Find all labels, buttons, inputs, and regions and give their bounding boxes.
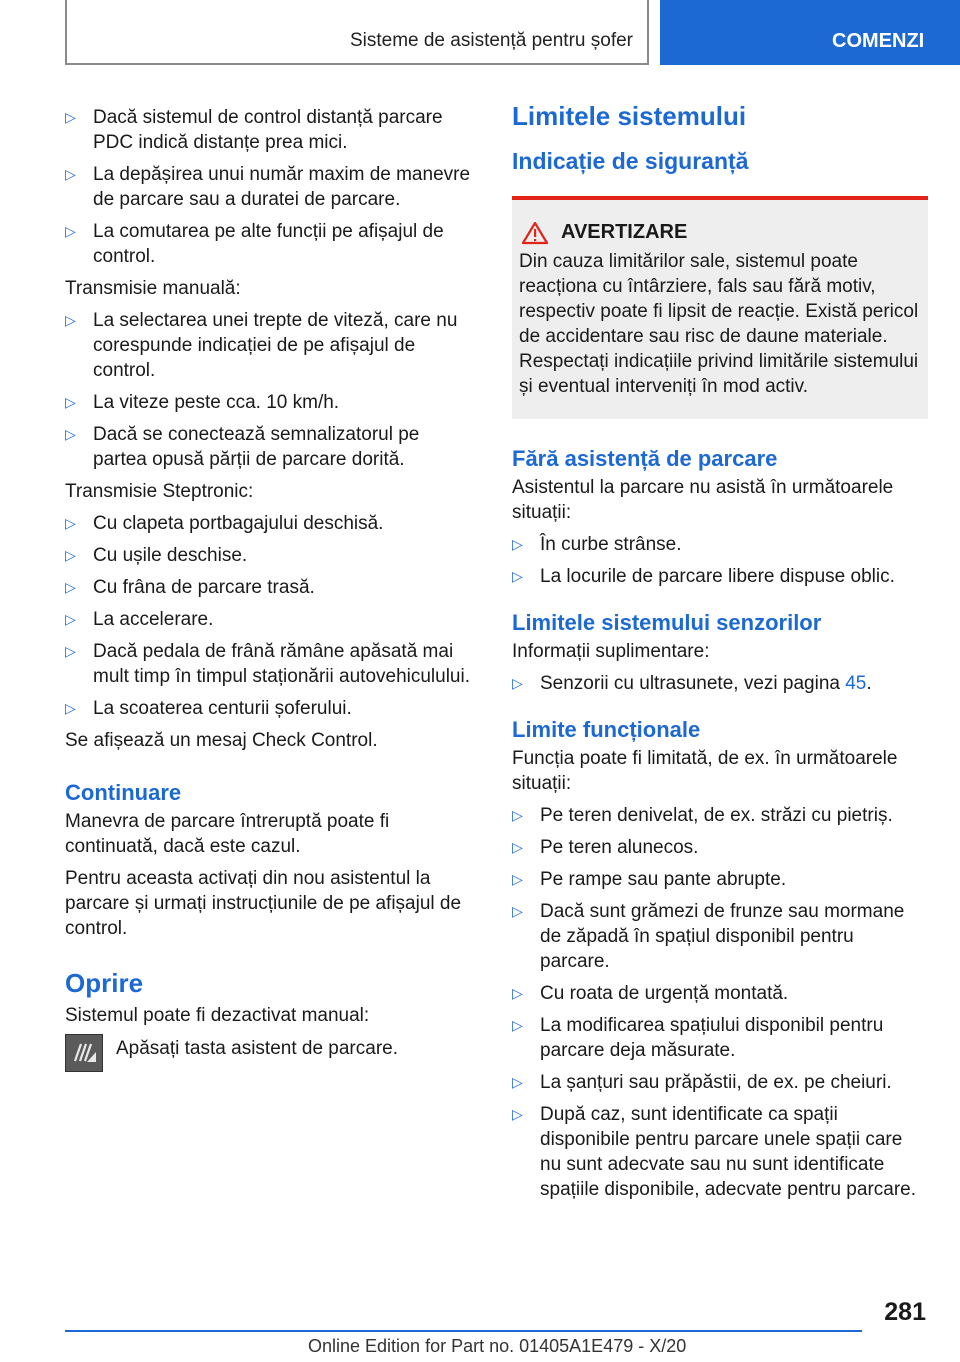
list-item-text: La viteze peste cca. 10 km/h.	[93, 392, 340, 413]
triangle-right-icon: ▷	[512, 1106, 523, 1122]
triangle-right-icon: ▷	[65, 547, 76, 563]
continuare-heading: Continuare	[65, 780, 182, 805]
list-item-text: După caz, sunt identificate ca spații disponibile pentru parcare unele spații care nu sunt adecvate sau nu sunt identificate spațiile disponibile, adecvate pentru parcare.	[540, 1104, 917, 1200]
check-control-text: Se afișează un mesaj Check Control.	[65, 730, 378, 751]
no-assist-list	[512, 532, 928, 589]
section-title: Sisteme de asistență pentru șofer	[349, 30, 633, 51]
functional-limits-heading: Limite funcționale	[512, 717, 701, 742]
safety-heading: Indicație de siguranță	[512, 148, 749, 174]
list-item-text: Dacă pedala de frână rămâne apăsată mai mult timp în timpul staționării autovehiculului.	[93, 641, 471, 687]
list-item	[512, 564, 928, 589]
footer-edition: Online Edition for Part no. 01405A1E479 - X/20	[308, 1336, 687, 1356]
functional-paragraph: Funcția poate fi limitată, de ex. în următoarele situații:	[512, 748, 898, 794]
header-section-box	[65, 0, 649, 65]
list-item-text: La locurile de parcare libere dispuse oblic.	[540, 566, 895, 587]
triangle-right-icon: ▷	[65, 700, 76, 716]
list-item-text: Cu frâna de parcare trasă.	[93, 577, 315, 598]
list-item-text: Pe teren denivelat, de ex. străzi cu pietriș.	[540, 805, 893, 826]
list-item-text: La scoaterea centurii șoferului.	[93, 698, 352, 719]
list-item-text: În curbe strânse.	[540, 534, 682, 555]
triangle-right-icon: ▷	[65, 611, 76, 627]
triangle-right-icon: ▷	[512, 903, 523, 919]
list-item	[512, 835, 928, 860]
triangle-right-icon: ▷	[65, 515, 76, 531]
list-item	[512, 1102, 928, 1202]
triangle-right-icon: ▷	[65, 426, 76, 442]
list-item	[65, 511, 477, 536]
triangle-right-icon: ▷	[65, 394, 76, 410]
oprire-action-row	[65, 1036, 477, 1076]
steptronic-label: Transmisie Steptronic:	[65, 481, 254, 502]
list-item	[512, 803, 928, 828]
list-item	[65, 575, 477, 600]
manual-label: Transmisie manuală:	[65, 278, 241, 299]
list-item	[65, 639, 477, 689]
list-item-text: Pe teren alunecos.	[540, 837, 699, 858]
oprire-heading: Oprire	[65, 968, 144, 998]
functional-list	[512, 803, 928, 1202]
no-assist-paragraph: Asistentul la parcare nu asistă în următoarele situații:	[512, 477, 894, 523]
triangle-right-icon: ▷	[512, 871, 523, 887]
no-assist-heading: Fără asistență de parcare	[512, 446, 778, 471]
list-item	[65, 308, 477, 383]
right-column	[512, 98, 928, 1209]
continuare-paragraph-2: Pentru aceasta activați din nou asistentul la parcare și urmați instrucțiunile de pe afișajul de control.	[65, 868, 462, 939]
list-item-text: La depășirea unui număr maxim de manevre de parcare sau a duratei de parcare.	[93, 164, 471, 210]
list-item	[512, 981, 928, 1006]
triangle-right-icon: ▷	[65, 643, 76, 659]
list-item	[512, 532, 928, 557]
triangle-right-icon: ▷	[512, 536, 523, 552]
list-item-text: La șanțuri sau prăpăstii, de ex. pe cheiuri.	[540, 1072, 892, 1093]
list-item	[512, 1070, 928, 1095]
sensor-paragraph: Informații suplimentare:	[512, 641, 710, 662]
warning-label: AVERTIZARE	[561, 221, 688, 243]
triangle-right-icon: ▷	[512, 675, 523, 691]
sensor-bullet	[512, 671, 928, 696]
list-item-text: Cu roata de urgență montată.	[540, 983, 789, 1004]
warning-header	[519, 220, 920, 245]
page-45-link[interactable]: 45	[845, 673, 867, 694]
tab-comenzi[interactable]	[660, 0, 960, 65]
list-item	[65, 543, 477, 568]
list-item	[65, 696, 477, 721]
warning-text: Din cauza limitărilor sale, sistemul poate reacționa cu întârziere, fals sau fără motiv, respectiv poate fi lipsit de reacție. Există pericol de accidentare sau risc de daune materiale. Respectați indicațiile privind limitările sistemului și eventual interveniți în mod activ.	[519, 251, 919, 397]
list-item-text: Dacă se conectează semnalizatorul pe partea opusă părții de parcare dorită.	[93, 424, 420, 470]
triangle-right-icon: ▷	[65, 109, 76, 125]
triangle-right-icon: ▷	[65, 223, 76, 239]
list-item-text: Pe rampe sau pante abrupte.	[540, 869, 787, 890]
footer-divider	[65, 1330, 862, 1332]
triangle-right-icon: ▷	[512, 839, 523, 855]
list-item-text: Cu clapeta portbagajului deschisă.	[93, 513, 384, 534]
oprire-action-text: Apăsați tasta asistent de parcare.	[116, 1038, 398, 1059]
triangle-right-icon: ▷	[512, 1074, 523, 1090]
sensor-bullet-end: .	[866, 673, 872, 694]
tab-label: COMENZI	[832, 30, 925, 52]
list-item-text: La accelerare.	[93, 609, 214, 630]
list-item	[512, 899, 928, 974]
triangle-right-icon: ▷	[512, 568, 523, 584]
bullet-list-c	[65, 511, 477, 721]
list-item	[65, 162, 477, 212]
system-limits-heading: Limitele sistemului	[512, 101, 747, 131]
list-item	[65, 422, 477, 472]
list-item-text: La comutarea pe alte funcții pe afișajul de control.	[93, 221, 444, 267]
triangle-right-icon: ▷	[512, 985, 523, 1001]
list-item-text: Dacă sistemul de control distanță parcare PDC indică distanțe prea mici.	[93, 107, 443, 153]
list-item	[65, 390, 477, 415]
list-item	[65, 105, 477, 155]
triangle-right-icon: ▷	[65, 166, 76, 182]
continuare-paragraph-1: Manevra de parcare întreruptă poate fi continuată, dacă este cazul.	[65, 811, 390, 857]
list-item	[65, 219, 477, 269]
list-item-text: La modificarea spațiului disponibil pentru parcare deja măsurate.	[540, 1015, 884, 1061]
sensor-bullet-text: Senzorii cu ultrasunete, vezi pagina	[540, 673, 846, 694]
triangle-right-icon: ▷	[512, 1017, 523, 1033]
list-item-text: La selectarea unei trepte de viteză, care nu corespunde indicației de pe afișajul de control.	[93, 310, 458, 381]
triangle-right-icon: ▷	[65, 312, 76, 328]
left-column	[65, 98, 477, 1076]
warning-box	[512, 196, 928, 419]
triangle-right-icon: ▷	[65, 579, 76, 595]
page-number: 281	[884, 1298, 926, 1326]
sensor-limits-heading: Limitele sistemului senzorilor	[512, 610, 822, 635]
list-item-text: Dacă sunt grămezi de frunze sau mormane de zăpadă în spațiul disponibil pentru parcare.	[540, 901, 905, 972]
warning-triangle-icon	[521, 221, 549, 245]
parking-assist-button-icon	[65, 1034, 103, 1072]
list-item	[512, 867, 928, 892]
oprire-paragraph: Sistemul poate fi dezactivat manual:	[65, 1005, 370, 1026]
triangle-right-icon: ▷	[512, 807, 523, 823]
list-item	[65, 607, 477, 632]
list-item	[512, 1013, 928, 1063]
bullet-list-b	[65, 308, 477, 472]
bullet-list-a	[65, 105, 477, 269]
list-item-text: Cu ușile deschise.	[93, 545, 248, 566]
